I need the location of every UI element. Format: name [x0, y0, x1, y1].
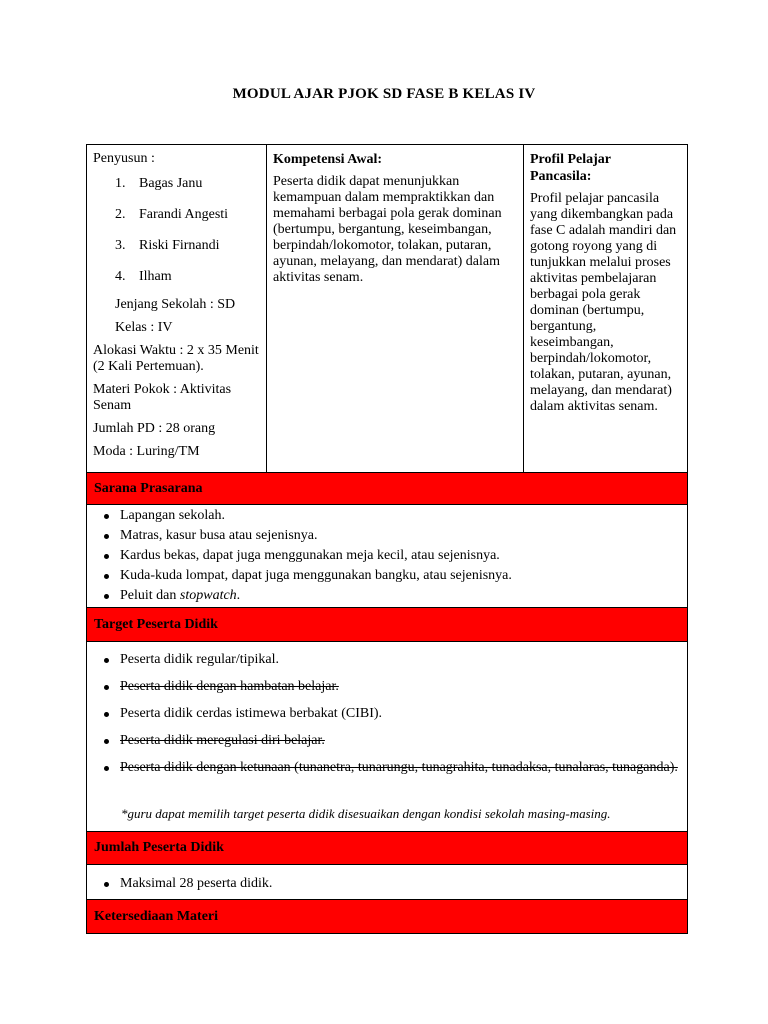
list-item: Kardus bekas, dapat juga menggunakan meja kecil, atau sejenisnya. — [102, 548, 682, 564]
list-item: Peluit dan stopwatch. — [102, 588, 682, 604]
profil-text: Profil pelajar pancasila yang dikembangkan pada fase C adalah mandiri dan gotong royong yang di tunjukkan melalui proses aktivitas pembelajaran berbagai pola gerak dominan (bertumpu, bergantung, keseimbangan, berpindah/lokomotor, tolakan, putaran, ayunan, melayang, dan mendarat) dalam aktivitas senam. — [530, 191, 677, 414]
profil-heading: Profil Pelajar Pancasila: — [530, 152, 611, 184]
jenjang-text: Jenjang Sekolah : SD — [115, 297, 236, 312]
list-item: Maksimal 28 peserta didik. — [102, 876, 682, 892]
kompetensi-text: Peserta didik dapat menunjukkan kemampuan dalam mempraktikkan dan memahami berbagai pola gerak dominan (bertumpu, bergantung, keseimbangan, berpindah/lokomotor, tolakan, putaran, ayunan, melayang, dan mendarat) dalam aktivitas senam. — [273, 174, 502, 285]
ketersediaan-header — [86, 899, 688, 934]
jumlah-heading: Jumlah Peserta Didik — [94, 840, 224, 855]
list-item: Matras, kasur busa atau sejenisnya. — [102, 528, 682, 544]
moda-text: Moda : Luring/TM — [93, 444, 200, 459]
kompetensi-heading: Kompetensi Awal: — [273, 152, 383, 167]
materi-text: Materi Pokok : Aktivitas Senam — [93, 382, 232, 413]
jumlah-pd-text: Jumlah PD : 28 orang — [93, 421, 216, 436]
alokasi-text: Alokasi Waktu : 2 x 35 Menit (2 Kali Pertemuan). — [93, 343, 259, 374]
target-heading: Target Peserta Didik — [94, 617, 218, 632]
kompetensi-cell — [267, 145, 524, 472]
list-item: Peserta didik regular/tipikal. — [102, 652, 682, 668]
penyusun-label: Penyusun : — [93, 151, 155, 166]
list-item: Peserta didik cerdas istimewa berbakat (CIBI). — [102, 706, 682, 722]
list-item: Peserta didik meregulasi diri belajar. — [102, 733, 682, 749]
profil-cell — [524, 145, 688, 472]
author-list — [93, 176, 260, 285]
list-item: Peserta didik dengan ketunaan (tunanetra, tunarungu, tunagrahita, tunadaksa, tunalaras, tunaganda). — [102, 760, 682, 776]
ketersediaan-heading: Ketersediaan Materi — [94, 909, 219, 924]
list-item: 2. Farandi Angesti — [115, 207, 229, 222]
target-note: *guru dapat memilih target peserta didik disesuaikan dengan kondisi sekolah masing-masing. — [121, 806, 611, 821]
list-item: Peserta didik dengan hambatan belajar. — [102, 679, 682, 695]
list-item: 1. Bagas Janu — [115, 176, 203, 191]
target-list — [102, 652, 682, 776]
sarana-list — [102, 508, 682, 604]
jumlah-header — [86, 831, 688, 865]
sarana-heading: Sarana Prasarana — [94, 481, 203, 496]
sarana-header — [86, 472, 688, 505]
list-item: 4. Ilham — [115, 269, 172, 284]
list-item: Kuda-kuda lompat, dapat juga menggunakan bangku, atau sejenisnya. — [102, 568, 682, 584]
module-table — [86, 144, 688, 934]
list-item: Lapangan sekolah. — [102, 508, 682, 524]
identity-cell — [87, 145, 267, 472]
target-header — [86, 607, 688, 642]
kelas-text: Kelas : IV — [115, 320, 173, 335]
document-title: MODUL AJAR PJOK SD FASE B KELAS IV — [232, 86, 536, 102]
list-item: 3. Riski Firnandi — [115, 238, 220, 253]
jumlah-list — [102, 876, 682, 892]
